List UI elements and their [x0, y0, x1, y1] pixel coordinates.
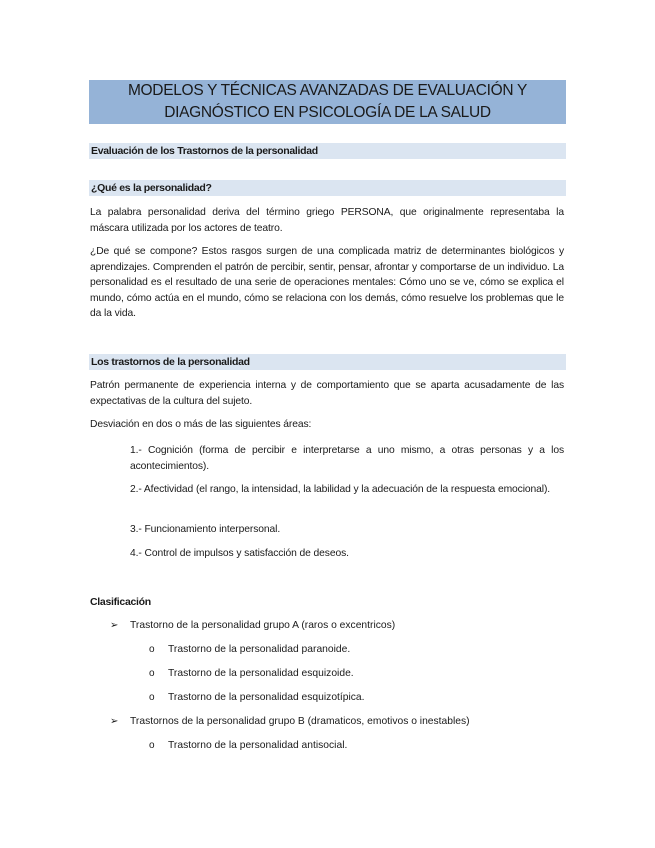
- sub-bullet-label: Trastorno de la personalidad paranoide.: [168, 644, 351, 655]
- section-heading-trastornos: Los trastornos de la personalidad: [89, 354, 566, 370]
- list-item-afectividad: 2.- Afectividad (el rango, la intensidad, la labilidad y la adecuación de la respuesta emocional).: [130, 484, 551, 495]
- section-heading-que-es: ¿Qué es la personalidad?: [89, 180, 566, 196]
- list-item-funcionamiento: 3.- Funcionamiento interpersonal.: [130, 524, 281, 535]
- sub-bullet-label: Trastorno de la personalidad esquizoide.: [168, 668, 354, 679]
- arrow-bullet-icon: ➢: [110, 620, 119, 631]
- title-line-1: MODELOS Y TÉCNICAS AVANZADAS DE EVALUACIÓN Y: [127, 82, 528, 99]
- circle-bullet-icon: o: [149, 740, 155, 751]
- circle-bullet-icon: o: [149, 644, 155, 655]
- paragraph-desviacion: Desviación en dos o más de las siguientes áreas:: [90, 419, 312, 430]
- paragraph-persona: La palabra personalidad deriva del término griego PERSONA, que originalmente representaba la máscara utilizada por los actores de teatro.: [90, 207, 564, 234]
- sub-bullet-label: Trastorno de la personalidad esquizotípica.: [168, 692, 365, 703]
- paragraph-patron: Patrón permanente de experiencia interna y de comportamiento que se aparta acusadamente de las expectativas de la cultura del sujeto.: [90, 380, 564, 407]
- arrow-bullet-icon: ➢: [110, 716, 119, 727]
- bullet-group-b-label: Trastornos de la personalidad grupo B (dramaticos, emotivos o inestables): [130, 716, 470, 727]
- circle-bullet-icon: o: [149, 692, 155, 703]
- heading-clasificacion: Clasificación: [90, 596, 151, 608]
- section-heading-evaluacion: Evaluación de los Trastornos de la personalidad: [89, 143, 566, 159]
- list-item-control: 4.- Control de impulsos y satisfacción de deseos.: [130, 548, 349, 559]
- title-banner: [89, 80, 566, 124]
- circle-bullet-icon: o: [149, 668, 155, 679]
- paragraph-compone: ¿De qué se compone? Estos rasgos surgen de una complicada matriz de determinantes biológicos y aprendizajes. Comprenden el patrón de percibir, sentir, pensar, afrontar y comportarse de un individuo. La personalidad es el resultado de una serie de operaciones mentales: Cómo uno se ve, cómo se explica el mundo, cómo actúa en el mundo, cómo se relaciona con los demás, cómo resuelve los problemas que le da la vida.: [90, 246, 564, 320]
- sub-bullet-label: Trastorno de la personalidad antisocial.: [168, 740, 348, 751]
- title-line-2: DIAGNÓSTICO EN PSICOLOGÍA DE LA SALUD: [164, 104, 491, 121]
- bullet-group-a-label: Trastorno de la personalidad grupo A (raros o excentricos): [130, 620, 396, 631]
- list-item-cognicion: 1.- Cognición (forma de percibir e interpretarse a uno mismo, a otras personas y a los acontecimientos).: [130, 445, 564, 472]
